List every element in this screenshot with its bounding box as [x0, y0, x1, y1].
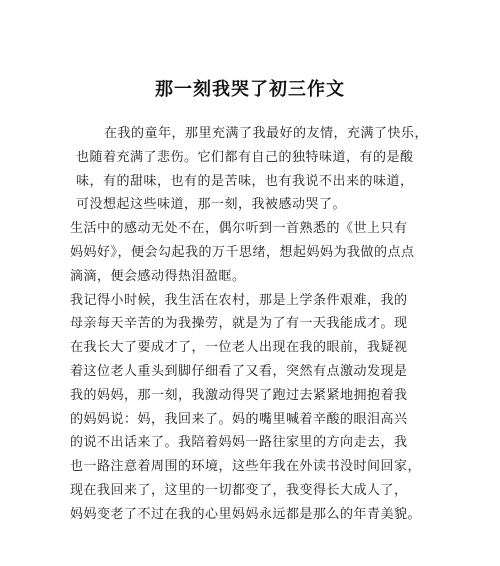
text-line: 生活中的感动无处不在，偶尔听到一首熟悉的《世上只有 — [70, 221, 408, 237]
text-line: 的说不出话来了。我陪着妈妈一路往家里的方向走去，我 — [70, 435, 408, 451]
text-line: 在我的童年，那里充满了我最好的友情，充满了快乐， — [104, 126, 429, 141]
text-line: 滴滴，便会感动得热泪盈眶。 — [70, 268, 246, 284]
text-line: 可没想起这些味道，那一刻，我被感动哭了。 — [76, 197, 347, 213]
text-line: 也一路注意着周围的环境，这些年我在外读书没时间回家， — [70, 459, 422, 475]
text-line: 妈妈变老了不过在我的心里妈妈永远都是那么的年青美貌。 — [70, 506, 422, 522]
text-line: 着这位老人重头到脚仔细看了又看，突然有点激动发现是 — [70, 363, 408, 379]
document-body — [70, 122, 442, 527]
text-line: 我的妈妈，那一刻，我激动得哭了跑过去紧紧地拥抱着我 — [70, 387, 408, 403]
text-line: 的妈妈说：妈，我回来了。妈的嘴里喊着辛酸的眼泪高兴 — [70, 411, 408, 427]
text-line: 现在我回来了，这里的一切都变了，我变得长大成人了， — [70, 482, 408, 498]
text-line: 也随着充满了悲伤。它们都有自己的独特味道，有的是酸 — [76, 149, 414, 165]
text-line: 母亲每天辛苦的为我操劳，就是为了有一天我能成才。现 — [70, 316, 408, 332]
text-line: 在我长大了要成才了，一位老人出现在我的眼前，我疑视 — [70, 340, 408, 356]
text-line: 妈妈好》，便会勾起我的万千思绪，想起妈妈为我做的点点 — [70, 244, 415, 260]
text-line: 我记得小时候，我生活在农村，那是上学条件艰难，我的 — [70, 292, 408, 308]
document-title: 那一刻我哭了初三作文 — [155, 79, 345, 100]
text-line: 味，有的甜味，也有的是苦味，也有我说不出来的味道， — [76, 173, 414, 189]
